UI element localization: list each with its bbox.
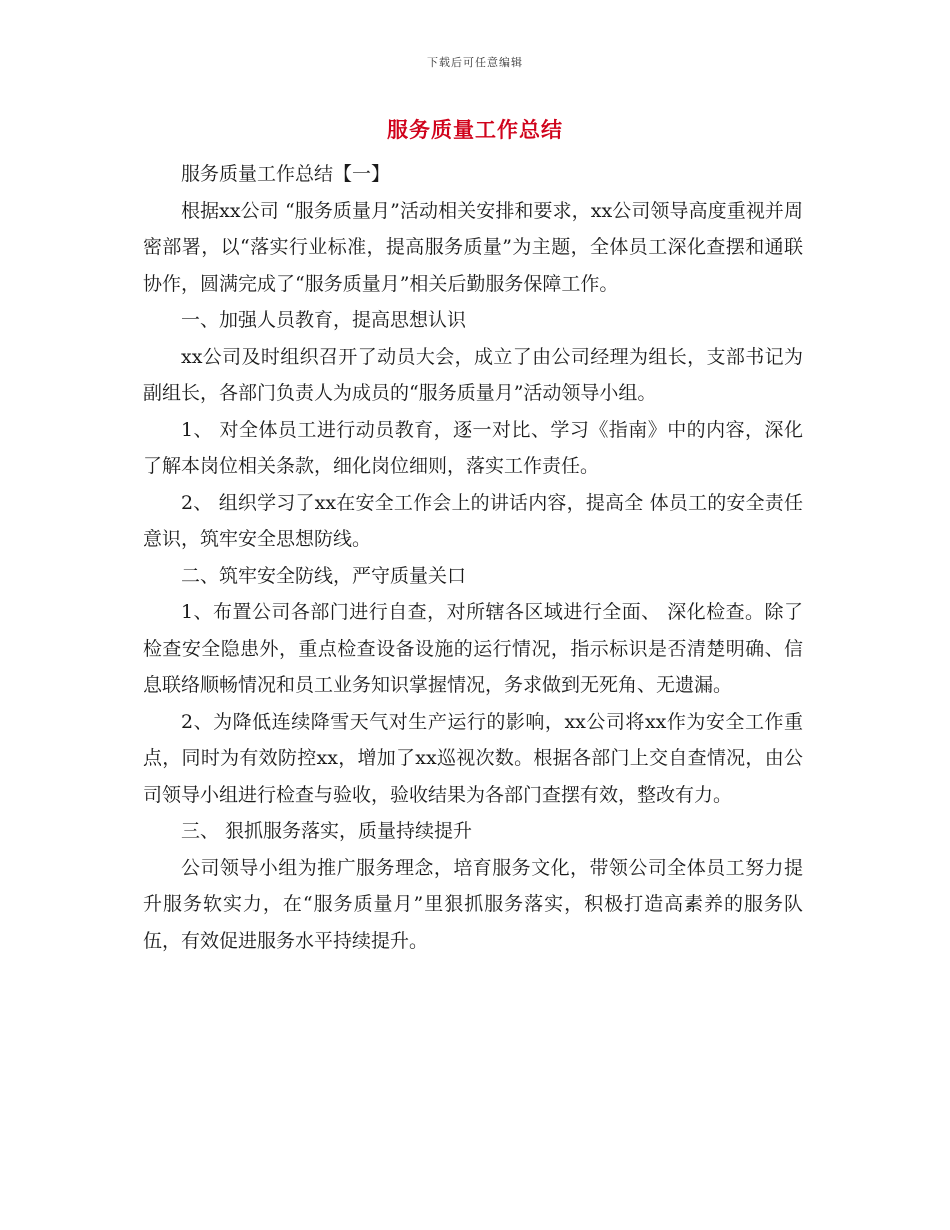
- section-heading: 二、筑牢安全防线，严守质量关口: [181, 564, 467, 587]
- paragraph: 2、 组织学习了xx在安全工作会上的讲话内容，提高全 体员工的安全责任意识，筑牢安全思想防线。: [143, 491, 803, 550]
- paragraph: 2、为降低连续降雪天气对生产运行的影响，xx公司将xx作为安全工作重点，同时为有效防控xx，增加了xx巡视次数。根据各部门上交自查情况，由公司领导小组进行检查与验收，验收结果为各部门查摆有效，整改有力。: [143, 710, 803, 806]
- section-heading: 服务质量工作总结【一】: [181, 163, 391, 185]
- document-title: 服务质量工作总结: [387, 117, 563, 142]
- paragraph: 1、布置公司各部门进行自查，对所辖各区域进行全面、 深化检查。除了检查安全隐患外，重点检查设备设施的运行情况，指示标识是否清楚明确、信息联络顺畅情况和员工业务知识掌握情况，务求做到无死角、无遗漏。: [143, 601, 803, 696]
- paragraph: xx公司及时组织召开了动员大会，成立了由公司经理为组长，支部书记为副组长，各部门负责人为成员的“服务质量月”活动领导小组。: [143, 345, 803, 404]
- paragraph: 公司领导小组为推广服务理念，培育服务文化，带领公司全体员工努力提升服务软实力，在“服务质量月”里狠抓服务落实，积极打造高素养的服务队伍，有效促进服务水平持续提升。: [143, 856, 803, 952]
- header-note: 下载后可任意编辑: [427, 56, 523, 69]
- section-heading: 三、 狠抓服务落实，质量持续提升: [181, 820, 473, 842]
- paragraph: 根据xx公司 “服务质量月”活动相关安排和要求，xx公司领导高度重视并周密部署，以“落实行业标准，提高服务质量”为主题，全体员工深化查摆和通联协作，圆满完成了“服务质量月”相关后勤服务保障工作。: [143, 199, 803, 295]
- section-heading: 一、加强人员教育，提高思想认识: [181, 309, 467, 331]
- paragraph: 1、 对全体员工进行动员教育，逐一对比、学习《指南》中的内容，深化了解本岗位相关条款，细化岗位细则，落实工作责任。: [143, 418, 803, 477]
- document-body: [143, 156, 803, 959]
